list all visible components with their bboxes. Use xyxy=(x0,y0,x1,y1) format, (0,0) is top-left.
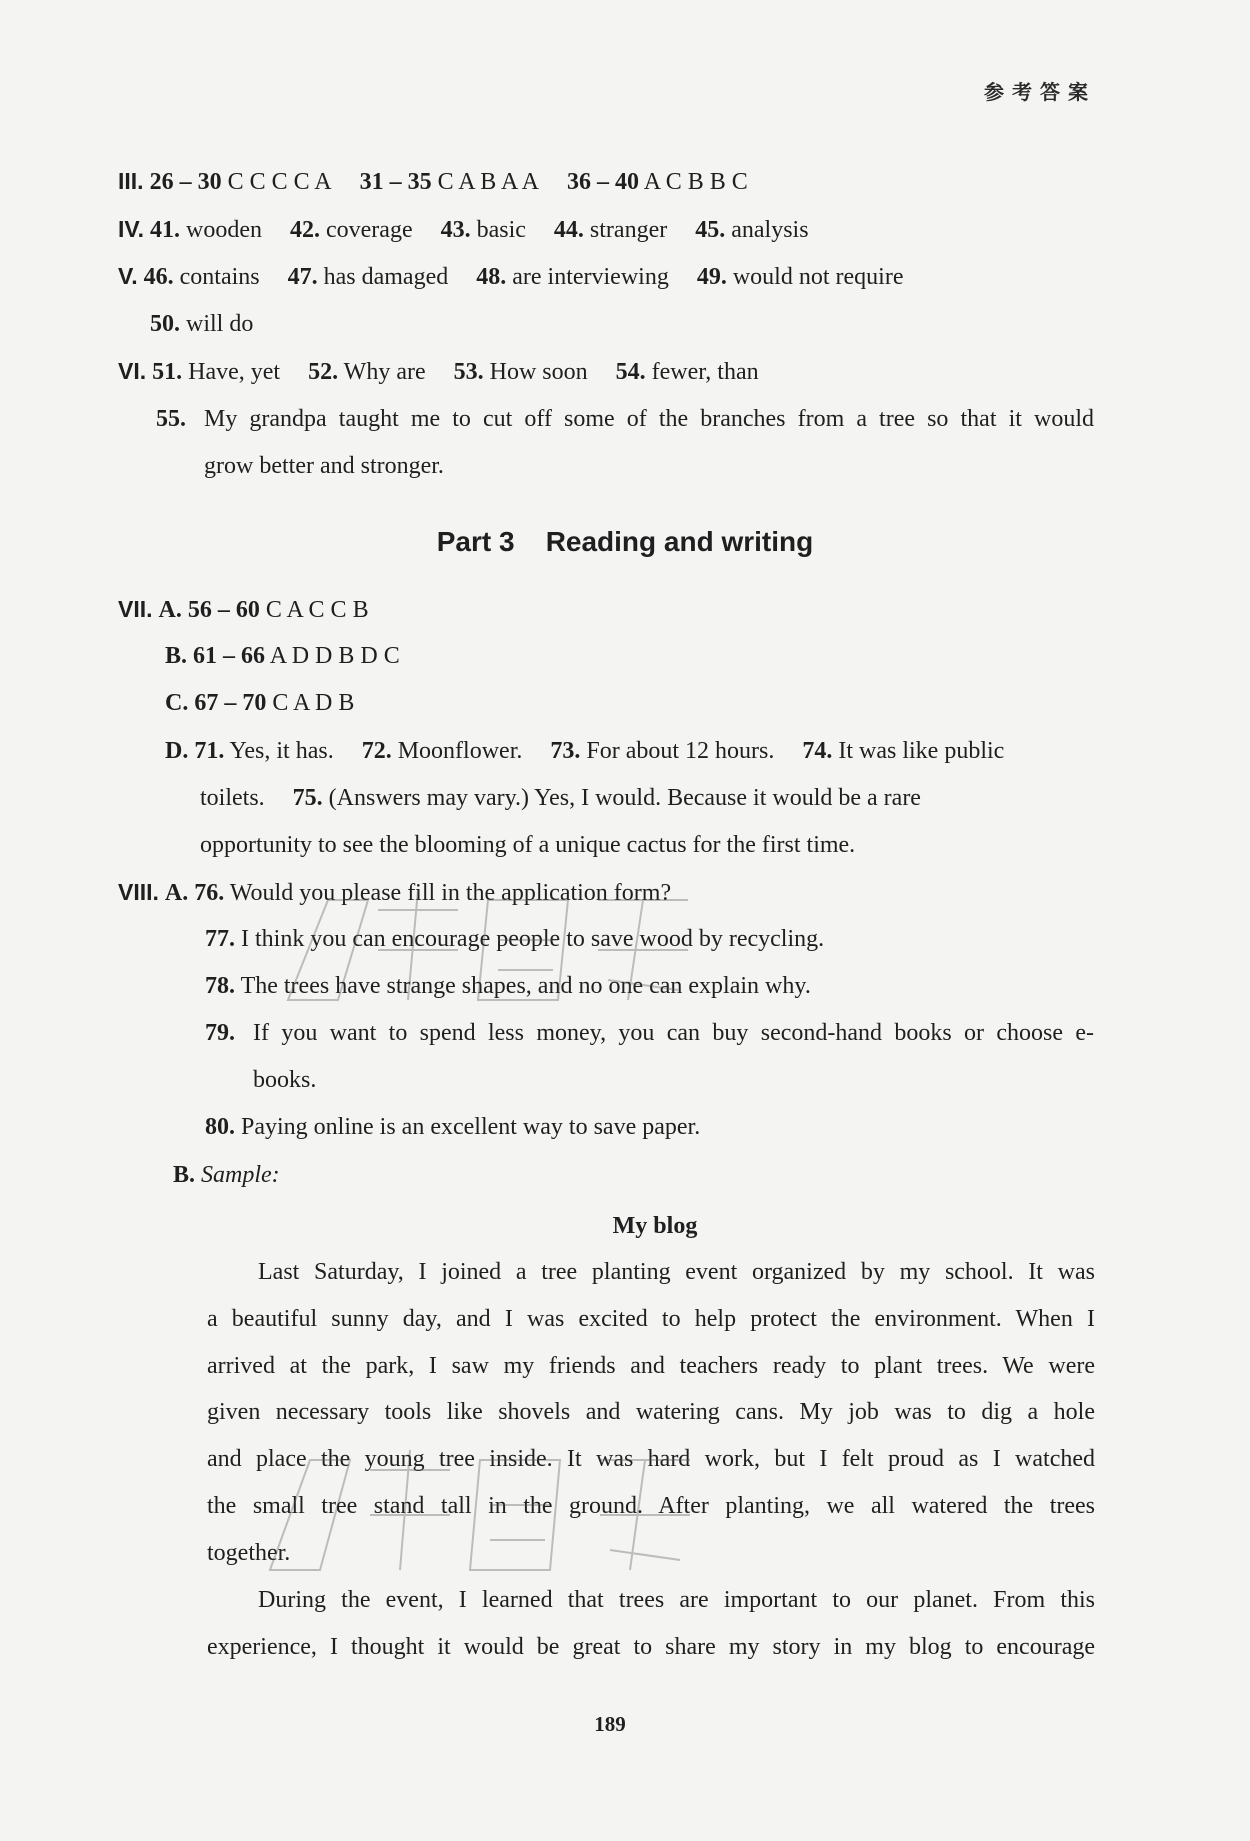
answer-77: 77. I think you can encourage people to save wood by recycling. xyxy=(205,926,825,952)
section-vii-d-line3: opportunity to see the blooming of a unique cactus for the first time. xyxy=(200,832,856,858)
section-vi: VI. 51. Have, yet 52. Why are 53. How soon 54. fewer, than xyxy=(118,358,759,385)
blog-line: the small tree stand tall in the ground. After planting, we all watered the trees xyxy=(207,1493,1095,1519)
section-vii-c: C. 67 – 70 C A D B xyxy=(165,690,355,716)
answer-78: 78. The trees have strange shapes, and no one can explain why. xyxy=(205,973,811,999)
answer-79-line1: If you want to spend less money, you can buy second-hand books or choose e- xyxy=(253,1020,1094,1046)
blog-line: a beautiful sunny day, and I was excited to help protect the environment. When I xyxy=(207,1306,1095,1332)
q55-line2: grow better and stronger. xyxy=(204,453,444,479)
section-viii-b: B. Sample: xyxy=(173,1162,280,1188)
blog-line: experience, I thought it would be great to share my story in my blog to encourage xyxy=(207,1634,1095,1660)
section-iii: III. 26 – 30 C C C C A 31 – 35 C A B A A 36 – 40 A C B B C xyxy=(118,168,748,195)
section-iv: IV. 41. wooden 42. coverage 43. basic 44. stranger 45. analysis xyxy=(118,216,809,243)
section-vii-a: VII. A. 56 – 60 C A C C B xyxy=(118,596,369,623)
page-number: 189 xyxy=(594,1712,626,1736)
answer-79-number: 79. xyxy=(205,1020,235,1046)
blog-title: My blog xyxy=(612,1213,698,1239)
section-v: V. 46. contains 47. has damaged 48. are interviewing 49. would not require xyxy=(118,263,904,290)
q55-line1: My grandpa taught me to cut off some of the branches from a tree so that it would xyxy=(204,406,1094,432)
blog-line: and place the young tree inside. It was hard work, but I felt proud as I watched xyxy=(207,1446,1095,1472)
section-vii-b: B. 61 – 66 A D D B D C xyxy=(165,643,400,669)
answer-80: 80. Paying online is an excellent way to save paper. xyxy=(205,1114,701,1140)
section-vii-d: D. 71. Yes, it has. 72. Moonflower. 73. For about 12 hours. 74. It was like public xyxy=(165,738,1005,764)
blog-line: arrived at the park, I saw my friends and teachers ready to plant trees. We were xyxy=(207,1353,1095,1379)
section-v-line2: 50. will do xyxy=(150,311,254,337)
q55-number: 55. xyxy=(156,406,186,432)
page-header: 参考答案 xyxy=(984,80,1096,104)
section-viii-a: VIII. A. 76. Would you please fill in the application form? xyxy=(118,879,672,906)
blog-line: Last Saturday, I joined a tree planting event organized by my school. It was xyxy=(258,1259,1095,1285)
answer-79-line2: books. xyxy=(253,1067,317,1093)
part-3-title: Part 3 Reading and writing xyxy=(436,526,814,557)
section-vii-d-line2: toilets. 75. (Answers may vary.) Yes, I would. Because it would be a rare xyxy=(200,785,921,811)
blog-line: together. xyxy=(207,1540,291,1566)
blog-line: During the event, I learned that trees are important to our planet. From this xyxy=(258,1587,1095,1613)
blog-line: given necessary tools like shovels and watering cans. My job was to dig a hole xyxy=(207,1399,1095,1425)
